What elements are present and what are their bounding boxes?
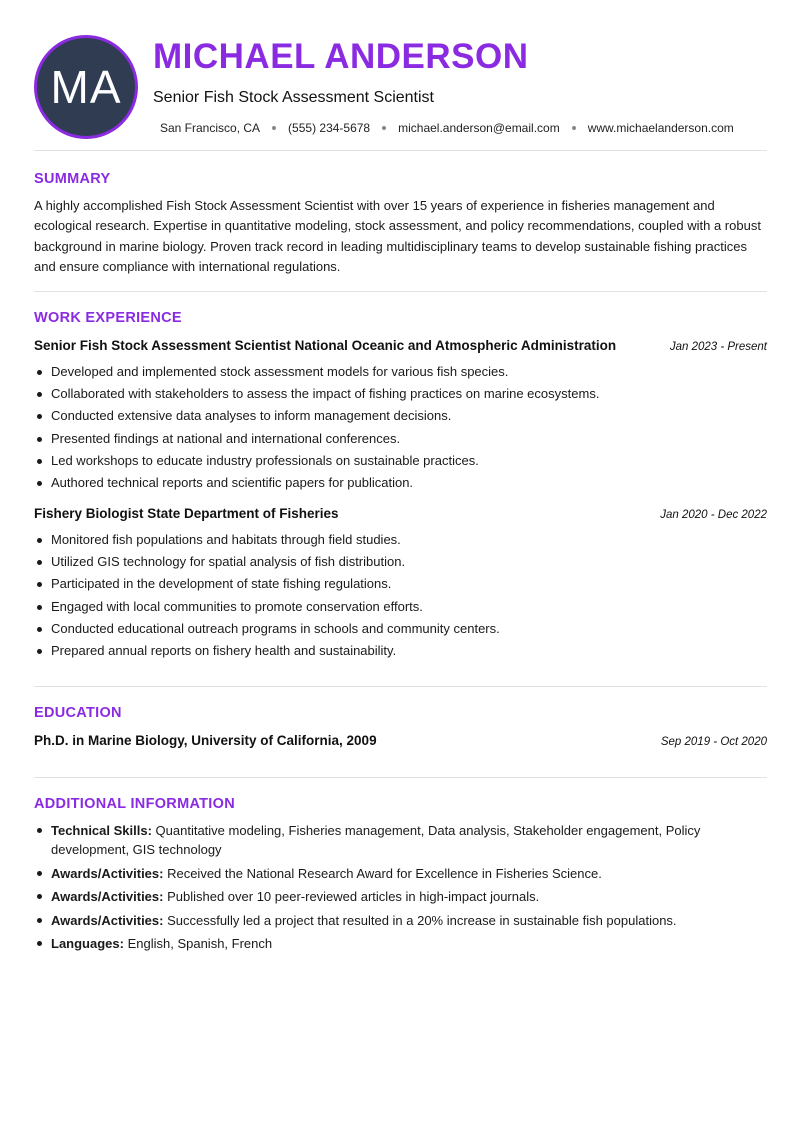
education-heading: EDUCATION [34, 705, 122, 721]
summary-text: A highly accomplished Fish Stock Assessment Scientist with over 15 years of experience in fisheries management and ecological research. Expertise in quantitative modeling, stock assessment, and policy recommendations, coupled with a robust background in marine biology. Proven track record in leading multidisciplinary teams to develop sustainable fishing practices and ensure compliance with international regulations. [34, 198, 761, 274]
candidate-name: MICHAEL ANDERSON [153, 37, 529, 76]
contact-line [160, 121, 734, 135]
separator-dot [272, 126, 276, 130]
item-text: Published over 10 peer-reviewed articles in high-impact journals. [163, 889, 540, 904]
item-text: English, Spanish, French [123, 936, 273, 951]
summary-heading: SUMMARY [34, 171, 111, 187]
job-dates: Jan 2023 - Present [669, 341, 767, 353]
list-item [34, 934, 767, 953]
contact-website[interactable]: www.michaelanderson.com [587, 121, 734, 135]
job-dates: Jan 2020 - Dec 2022 [660, 509, 767, 521]
education-degree: Ph.D. in Marine Biology, University of California, 2009 [34, 733, 377, 748]
divider [34, 686, 767, 687]
divider [34, 777, 767, 778]
item-label: Awards/Activities: [51, 912, 164, 928]
item-text: Successfully led a project that resulted in a 20% increase in sustainable fish populations. [163, 912, 677, 928]
additional-heading: ADDITIONAL INFORMATION [34, 796, 235, 812]
item-text: Quantitative modeling, Fisheries management, Data analysis, Stakeholder engagement, Policy development, GIS technology [51, 823, 701, 857]
list-item: Conducted extensive data analyses to inform management decisions. [34, 405, 767, 427]
job-bullets [34, 361, 767, 494]
contact-phone: (555) 234-5678 [288, 121, 371, 135]
list-item [34, 864, 767, 883]
list-item [34, 887, 767, 906]
separator-dot [572, 126, 576, 130]
item-label: Awards/Activities: [51, 865, 164, 881]
list-item: Participated in the development of state fishing regulations. [34, 573, 767, 595]
list-item: Utilized GIS technology for spatial analysis of fish distribution. [34, 551, 767, 573]
item-text: Received the National Research Award for Excellence in Fisheries Science. [163, 865, 602, 881]
list-item: Conducted educational outreach programs in schools and community centers. [34, 618, 767, 640]
list-item: Led workshops to educate industry professionals on sustainable practices. [34, 450, 767, 472]
item-label: Awards/Activities: [51, 889, 164, 904]
contact-email[interactable]: michael.anderson@email.com [398, 121, 560, 135]
job-role: Senior Fish Stock Assessment Scientist National Oceanic and Atmospheric Administration [34, 338, 617, 353]
job-bullets [34, 529, 767, 662]
item-label: Technical Skills: [51, 823, 152, 838]
avatar [34, 35, 138, 139]
list-item: Presented findings at national and international conferences. [34, 428, 767, 450]
candidate-title: Senior Fish Stock Assessment Scientist [153, 89, 434, 106]
list-item: Prepared annual reports on fishery health and sustainability. [34, 640, 767, 662]
experience-heading: WORK EXPERIENCE [34, 310, 182, 326]
divider [34, 291, 767, 292]
list-item [34, 821, 767, 859]
divider [34, 150, 767, 151]
separator-dot [382, 126, 386, 130]
list-item: Monitored fish populations and habitats through field studies. [34, 529, 767, 551]
list-item: Developed and implemented stock assessment models for various fish species. [34, 361, 767, 383]
list-item: Engaged with local communities to promote conservation efforts. [34, 596, 767, 618]
job-header [34, 506, 767, 521]
item-label: Languages: [51, 936, 124, 951]
job-header [34, 338, 767, 353]
list-item: Authored technical reports and scientific papers for publication. [34, 472, 767, 494]
additional-list [34, 821, 767, 958]
education-dates: Sep 2019 - Oct 2020 [660, 736, 767, 748]
list-item: Collaborated with stakeholders to assess the impact of fishing practices on marine ecosystems. [34, 383, 767, 405]
contact-location: San Francisco, CA [160, 121, 261, 135]
list-item [34, 911, 767, 930]
job-role: Fishery Biologist State Department of Fisheries [34, 506, 339, 521]
education-row [34, 733, 767, 748]
avatar-initials: MA [50, 61, 122, 113]
